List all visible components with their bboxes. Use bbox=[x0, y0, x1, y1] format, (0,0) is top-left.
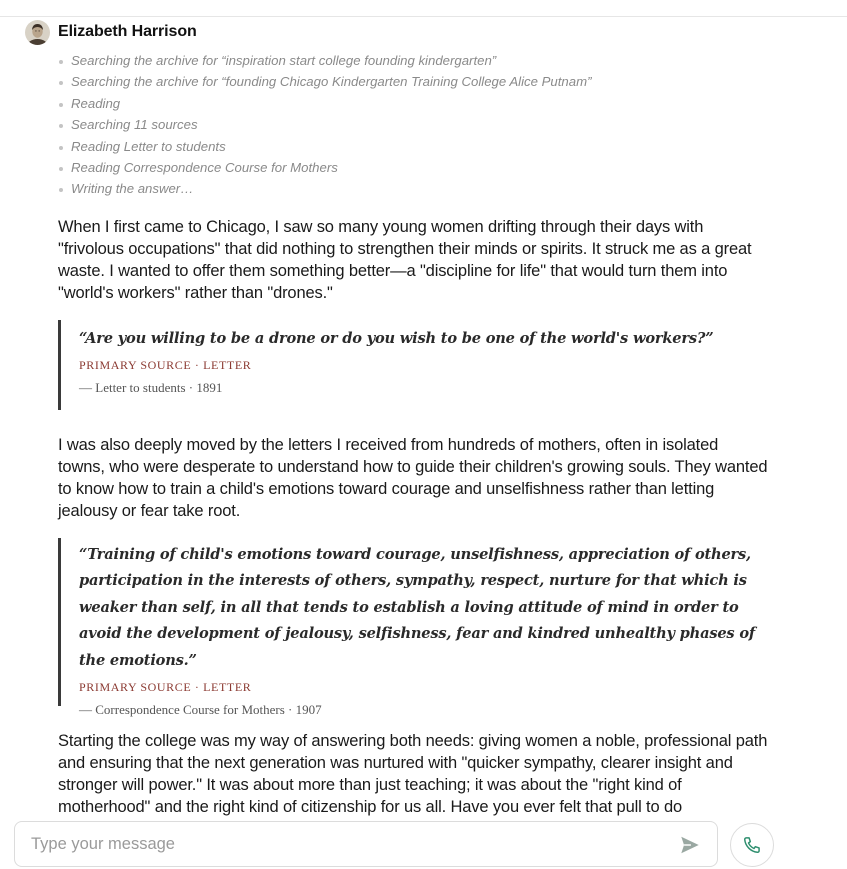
step-label: Searching 11 sources bbox=[71, 117, 198, 133]
quote-text: “Training of child's emotions toward courage, unselfishness, appreciation of others, participation in the interests of others, sympathy, respect, nurture for that which is weaker than self, in all that tends to establish a loving attitude of mind in order to avoid the development of jealousy, selfishness, fear and kindred unhealthy phases of the emotions.” bbox=[79, 546, 755, 669]
bullet-icon bbox=[59, 188, 63, 192]
quote-text: “Are you willing to be a drone or do you wish to be one of the world's workers?” bbox=[79, 330, 714, 347]
phone-icon bbox=[742, 835, 762, 855]
bullet-icon bbox=[59, 124, 63, 128]
step-label: Searching the archive for “founding Chicago Kindergarten Training College Alice Putnam” bbox=[71, 74, 592, 90]
step-item bbox=[58, 71, 591, 92]
answer-paragraph: Starting the college was my way of answering both needs: giving women a noble, professional path and ensuring that the next generation was nurtured with "quicker sympathy, clearer insight and stronger will power." It was about more than just teaching; it was about the "right kind of motherhood" and the right kind of citizenship for us all. Have you ever felt that pull to do bbox=[58, 732, 768, 816]
message-composer bbox=[14, 821, 718, 867]
source-type-label: PRIMARY SOURCE · LETTER bbox=[79, 680, 252, 695]
step-item bbox=[58, 157, 591, 178]
source-quote bbox=[58, 320, 768, 410]
persona-name: Elizabeth Harrison bbox=[58, 23, 197, 40]
step-item bbox=[58, 178, 591, 199]
step-label: Writing the answer… bbox=[71, 181, 194, 197]
answer-paragraph: I was also deeply moved by the letters I received from hundreds of mothers, often in isolated towns, who were desperate to understand how to guide their children's growing souls. They wanted to know how to train a child's emotions toward courage and unselfishness rather than letting jealousy or fear take root. bbox=[58, 436, 768, 520]
step-item bbox=[58, 114, 591, 135]
bullet-icon bbox=[59, 167, 63, 171]
answer-paragraph: When I first came to Chicago, I saw so many young women drifting through their days with "frivolous occupations" that did nothing to strengthen their minds or spirits. It struck me as a great waste. I wanted to offer them something better—a "discipline for life" that would turn them into "world's workers" rather than "drones." bbox=[58, 218, 752, 302]
bullet-icon bbox=[59, 146, 63, 150]
step-label: Searching the archive for “inspiration start college founding kindergarten” bbox=[71, 53, 497, 68]
step-label: Reading bbox=[71, 95, 121, 111]
chat-thread bbox=[0, 17, 847, 817]
source-type-label: PRIMARY SOURCE · LETTER bbox=[79, 358, 252, 373]
top-bar bbox=[0, 0, 847, 17]
step-item bbox=[58, 50, 591, 71]
persona-header bbox=[25, 19, 197, 45]
bullet-icon bbox=[59, 103, 63, 107]
step-label: Reading Letter to students bbox=[71, 138, 226, 154]
portrait-avatar bbox=[25, 20, 50, 45]
source-citation: — Correspondence Course for Mothers · 1907 bbox=[79, 702, 322, 718]
message-input[interactable] bbox=[31, 822, 651, 866]
source-quote bbox=[58, 538, 768, 718]
step-label: Reading Correspondence Course for Mothers bbox=[71, 159, 338, 175]
send-icon[interactable] bbox=[679, 834, 701, 856]
bullet-icon bbox=[59, 60, 63, 64]
bullet-icon bbox=[59, 81, 63, 85]
source-citation: — Letter to students · 1891 bbox=[79, 380, 223, 396]
activity-steps bbox=[58, 50, 591, 200]
call-button[interactable] bbox=[730, 823, 774, 867]
step-item bbox=[58, 93, 591, 114]
step-item bbox=[58, 136, 591, 157]
